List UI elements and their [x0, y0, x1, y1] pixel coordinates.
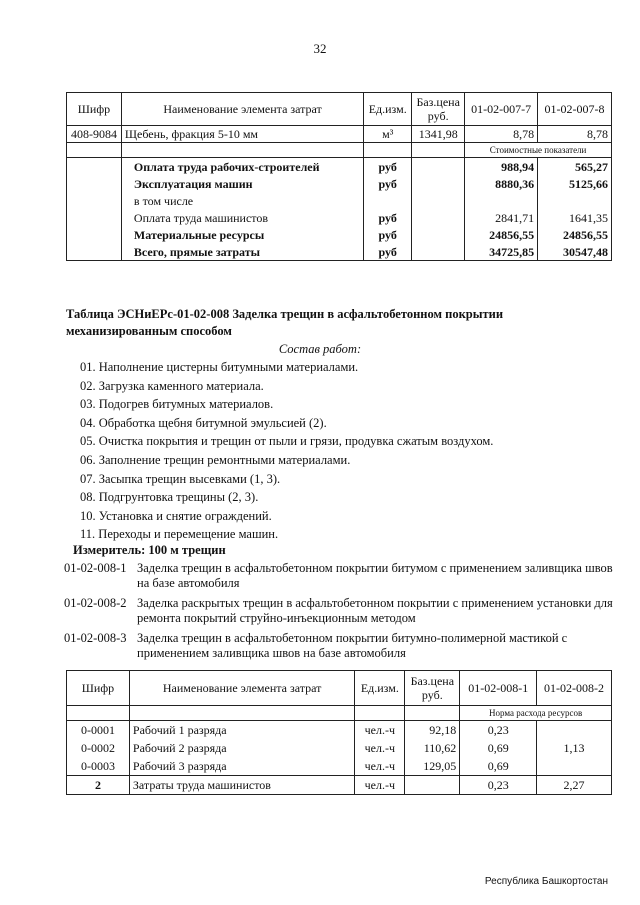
cost-v2: 5125,66 — [538, 175, 612, 192]
resource-norm-table — [66, 670, 612, 795]
cost-code — [67, 226, 122, 243]
workers-v2: 1,13 — [537, 721, 612, 776]
cost-code — [67, 158, 122, 176]
meter-label: Измеритель: 100 м трещин — [73, 543, 226, 557]
cost-row — [67, 192, 612, 209]
cost-name: в том числе — [121, 192, 363, 209]
code-id: 01-02-008-1 — [64, 561, 127, 575]
cost-code — [67, 175, 122, 192]
cost-code — [67, 192, 122, 209]
cost-rows — [67, 158, 612, 261]
code-description-row — [64, 561, 614, 591]
operation-item: 10. Установка и снятие ограждений. — [80, 508, 272, 523]
cost-unit: руб — [364, 209, 412, 226]
worker-price: 110,62 — [405, 739, 460, 757]
worker-name: Рабочий 1 разряда — [129, 721, 354, 740]
cost-row — [67, 226, 612, 243]
header-name: Наименование элемента затрат — [129, 671, 354, 706]
cost-v2: 1641,35 — [538, 209, 612, 226]
operation-item: 03. Подогрев битумных материалов. — [80, 397, 274, 412]
cost-price — [412, 209, 465, 226]
section-title: Таблица ЭСНиЕРс-01-02-008 Заделка трещин в асфальтобетонном покрытии механизированным способом — [66, 307, 504, 338]
table-header-row — [67, 671, 612, 706]
cost-v1: 34725,85 — [465, 243, 538, 261]
cost-row — [67, 158, 612, 176]
worker-v1: 0,23 — [460, 721, 537, 740]
operations-list — [80, 358, 493, 544]
cost-v1: 8880,36 — [465, 175, 538, 192]
worker-unit: чел.-ч — [355, 757, 405, 776]
operation-item: 01. Наполнение цистерны битумными материалами. — [80, 360, 359, 374]
worker-code: 0-0003 — [67, 757, 130, 776]
cost-row — [67, 175, 612, 192]
cost-v1 — [465, 192, 538, 209]
operation-item: 02. Загрузка каменного материала. — [80, 378, 264, 393]
header-col1: 01-02-008-1 — [460, 671, 537, 706]
resource-cost-table — [66, 92, 612, 261]
header-col1: 01-02-007-7 — [465, 93, 538, 126]
operation-item: 08. Подгрунтовка трещины (2, 3). — [80, 490, 259, 505]
cost-v2: 565,27 — [538, 158, 612, 176]
header-name: Наименование элемента затрат — [121, 93, 363, 126]
machinist-name: Затраты труда машинистов — [129, 776, 354, 795]
subheader-row — [67, 143, 612, 158]
cost-unit: руб — [364, 243, 412, 261]
worker-code: 0-0002 — [67, 739, 130, 757]
code-text: Заделка раскрытых трещин в асфальтобетонном покрытии с применением установки для ремонта покрытий струйно-инъекционным методом — [137, 596, 613, 625]
header-col2: 01-02-007-8 — [538, 93, 612, 126]
cost-name: Всего, прямые затраты — [121, 243, 363, 261]
material-unit: м³ — [364, 126, 412, 143]
operation-item: 11. Переходы и перемещение машин. — [80, 527, 279, 542]
worker-unit: чел.-ч — [355, 721, 405, 740]
header-price: Баз.цена руб. — [412, 93, 465, 126]
worker-v1: 0,69 — [460, 757, 537, 776]
cost-unit: руб — [364, 158, 412, 176]
cost-name: Эксплуатация машин — [121, 175, 363, 192]
footer-region: Республика Башкортостан — [484, 876, 608, 887]
cost-price — [412, 243, 465, 261]
cost-name: Материальные ресурсы — [121, 226, 363, 243]
cost-price — [412, 192, 465, 209]
code-text: Заделка трещин в асфальтобетонном покрытии битумно-полимерной мастикой с применением заливщика швов на базе автомобиля — [137, 631, 568, 660]
cost-v2 — [538, 192, 612, 209]
worker-price: 129,05 — [405, 757, 460, 776]
code-id: 01-02-008-3 — [64, 631, 127, 645]
material-v2: 8,78 — [538, 126, 612, 143]
cost-v2: 24856,55 — [538, 226, 612, 243]
code-text: Заделка трещин в асфальтобетонном покрытии битумом с применением заливщика швов на базе автомобиля — [137, 561, 613, 590]
cost-code — [67, 243, 122, 261]
worker-name: Рабочий 3 разряда — [129, 757, 354, 776]
cost-unit: руб — [364, 175, 412, 192]
cost-price — [412, 226, 465, 243]
worker-unit: чел.-ч — [355, 739, 405, 757]
table-row — [67, 721, 612, 740]
material-v1: 8,78 — [465, 126, 538, 143]
header-price: Баз.цена руб. — [405, 671, 460, 706]
cost-v1: 24856,55 — [465, 226, 538, 243]
cost-row — [67, 243, 612, 261]
table-row — [67, 126, 612, 143]
machinist-v2: 2,27 — [537, 776, 612, 795]
cost-name: Оплата труда рабочих-строителей — [121, 158, 363, 176]
machinist-unit: чел.-ч — [355, 776, 405, 795]
composition-label: Состав работ: — [278, 342, 362, 356]
cost-code — [67, 209, 122, 226]
table-row — [67, 776, 612, 795]
table-row — [67, 739, 612, 757]
worker-v1: 0,69 — [460, 739, 537, 757]
code-descriptions — [64, 561, 614, 666]
worker-price: 92,18 — [405, 721, 460, 740]
machinist-price — [405, 776, 460, 795]
worker-name: Рабочий 2 разряда — [129, 739, 354, 757]
cost-unit — [364, 192, 412, 209]
code-description-row — [64, 631, 614, 661]
cost-unit: руб — [364, 226, 412, 243]
code-description-row — [64, 596, 614, 626]
cost-subheader: Стоимостные показатели — [465, 143, 612, 158]
machinist-v1: 0,23 — [460, 776, 537, 795]
code-id: 01-02-008-2 — [64, 596, 127, 610]
material-name: Щебень, фракция 5-10 мм — [121, 126, 363, 143]
material-code: 408-9084 — [67, 126, 122, 143]
header-col2: 01-02-008-2 — [537, 671, 612, 706]
operation-item: 04. Обработка щебня битумной эмульсией (2). — [80, 415, 327, 430]
cost-name: Оплата труда машинистов — [121, 209, 363, 226]
header-code: Шифр — [67, 671, 130, 706]
cost-v1: 2841,71 — [465, 209, 538, 226]
cost-v1: 988,94 — [465, 158, 538, 176]
operation-item: 06. Заполнение трещин ремонтными материалами. — [80, 452, 351, 467]
table-row — [67, 757, 612, 776]
cost-price — [412, 175, 465, 192]
operation-item: 05. Очистка покрытия и трещин от пыли и грязи, продувка сжатым воздухом. — [80, 434, 494, 449]
cost-price — [412, 158, 465, 176]
page-number: 32 — [313, 41, 327, 56]
table-header-row — [67, 93, 612, 126]
norm-subheader: Норма расхода ресурсов — [460, 706, 612, 721]
worker-code: 0-0001 — [67, 721, 130, 740]
header-unit: Ед.изм. — [364, 93, 412, 126]
header-unit: Ед.изм. — [355, 671, 405, 706]
header-code: Шифр — [67, 93, 122, 126]
cost-v2: 30547,48 — [538, 243, 612, 261]
subheader-row — [67, 706, 612, 721]
operation-item: 07. Засыпка трещин высевками (1, 3). — [80, 471, 281, 486]
cost-row — [67, 209, 612, 226]
material-price: 1341,98 — [412, 126, 465, 143]
machinist-code: 2 — [67, 776, 130, 795]
